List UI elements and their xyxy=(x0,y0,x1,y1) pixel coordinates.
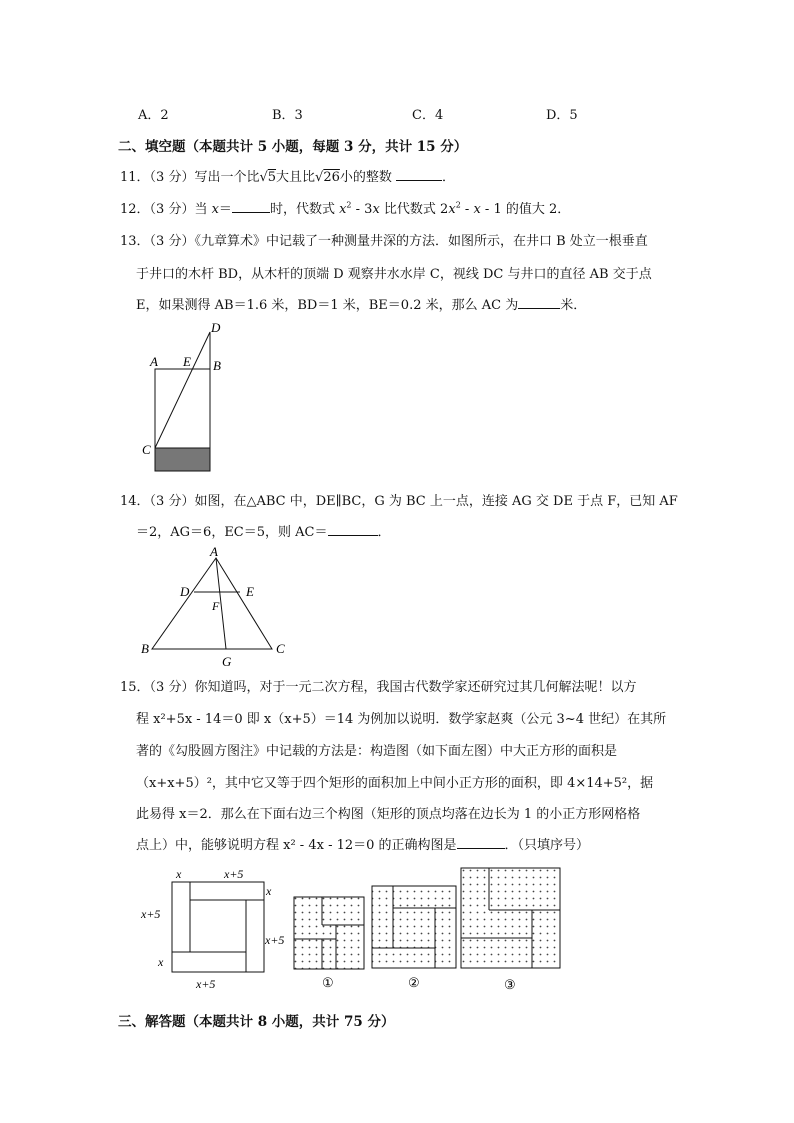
label-c: C xyxy=(142,442,151,457)
answer-blank-11[interactable] xyxy=(396,168,442,181)
question-12: 12．（3 分）当 x＝ 时，代数式 $x^2 - 3x$ 比代数式 $2x^2$ - x - 1 的值大 2． xyxy=(120,200,571,217)
label-e: E xyxy=(183,354,191,369)
grid-diagrams xyxy=(292,860,572,996)
label-g: G xyxy=(222,654,232,669)
zhao-shuang-diagram xyxy=(136,862,296,994)
label-x5-left: x+5 xyxy=(141,907,161,921)
option-b: B．3 xyxy=(272,108,303,123)
answer-blank-12[interactable] xyxy=(232,200,270,213)
question-15-line6: 点上）中，能够说明方程 x² - 4x - 12＝0 的正确构图是 ．（只填序号） xyxy=(136,838,590,853)
label-f: F xyxy=(212,599,220,613)
label-a: A xyxy=(150,354,158,369)
answer-blank-13[interactable] xyxy=(518,296,560,309)
question-15-line5: 此易得 x＝2．那么在下面右边三个构图（矩形的顶点均落在边长为 1 的小正方形网格格 xyxy=(136,807,641,822)
question-14-line1: 14．（3 分）如图，在△ABC 中，DE∥BC，G 为 BC 上一点，连接 AG 交 DE 于点 F，已知 AF xyxy=(120,494,678,509)
label-2: ② xyxy=(408,975,420,990)
label-e: E xyxy=(246,584,254,599)
question-15-line2: 程 x²+5x - 14＝0 即 x（x+5）＝14 为例加以说明．数学家赵爽（公元 3~4 世纪）在其所 xyxy=(136,712,667,727)
question-15-line3: 著的《勾股圆方图注》中记载的方法是：构造图（如下面左图）中大正方形的面积是 xyxy=(136,744,618,759)
question-15-line1: 15．（3 分）你知道吗，对于一元二次方程，我国古代数学家还研究过其几何解法呢！以方 xyxy=(120,680,637,695)
well-water xyxy=(155,448,210,471)
label-b: B xyxy=(141,641,149,656)
outer-square xyxy=(172,882,264,972)
label-x5-top: x+5 xyxy=(224,867,244,881)
label-x-top: x xyxy=(176,867,182,881)
grid-figure-2 xyxy=(372,886,456,990)
option-a: A．2 xyxy=(138,108,169,123)
option-d: D．5 xyxy=(546,108,578,123)
question-13-line3: E，如果测得 AB＝1.6 米，BD＝1 米，BE＝0.2 米，那么 AC 为 米． xyxy=(136,298,587,313)
label-c: C xyxy=(276,641,285,656)
label-d: D xyxy=(180,584,190,599)
label-d: D xyxy=(211,320,221,335)
question-14-line2: ＝2，AG＝6，EC＝5，则 AC＝ ． xyxy=(136,525,391,540)
option-c: C．4 xyxy=(412,108,444,123)
label-b: B xyxy=(213,358,221,373)
label-x5-bottom: x+5 xyxy=(196,977,216,991)
answer-blank-14[interactable] xyxy=(328,523,378,536)
label-x5-right: x+5 xyxy=(265,933,285,947)
well-diagram xyxy=(136,318,246,478)
grid-figure-3 xyxy=(461,868,560,992)
grid-figure-1 xyxy=(294,897,364,990)
label-x-left: x xyxy=(158,955,164,969)
label-x-right: x xyxy=(266,884,272,898)
triangle-diagram xyxy=(138,542,298,670)
section3-title: 三、解答题（本题共计 8 小题，共计 75 分） xyxy=(118,1014,395,1030)
section2-title: 二、填空题（本题共计 5 小题，每题 3 分，共计 15 分） xyxy=(118,139,468,155)
sight-line-dc xyxy=(155,332,210,448)
question-13-line1: 13．（3 分）《九章算术》中记载了一种测量井深的方法．如图所示，在井口 B 处立一根垂直 xyxy=(120,234,648,249)
label-3: ③ xyxy=(504,977,516,992)
question-15-line4: （x+x+5）²，其中它又等于四个矩形的面积加上中间小正方形的面积，即 4×14+5²，据 xyxy=(136,776,654,791)
question-13-line2: 于井口的木杆 BD，从木杆的顶端 D 观察井水水岸 C，视线 DC 与井口的直径 AB 交于点 xyxy=(136,267,652,282)
label-a: A xyxy=(210,544,218,559)
label-1: ① xyxy=(322,975,334,990)
question-11: 11．（3 分）写出一个比√5大且比√26小的整数 ． xyxy=(120,170,456,185)
answer-blank-15[interactable] xyxy=(457,836,505,849)
